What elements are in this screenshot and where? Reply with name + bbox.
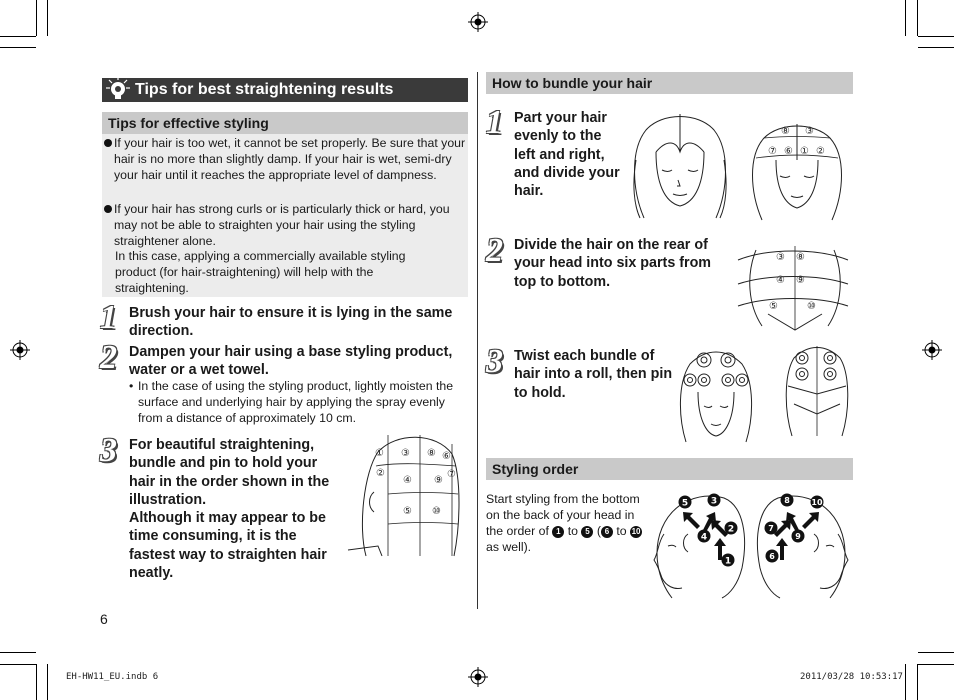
step-text: Dampen your hair using a base styling product, water or a wet towel. [129, 344, 453, 379]
step-text-2: Although it may appear to be time consuming, it is the fastest way to straighten hair neatly. [129, 510, 327, 581]
diagram-label: ⑩ [432, 506, 441, 517]
styling-order-right-head [754, 490, 850, 600]
tips-lightbulb-icon [104, 74, 132, 102]
step-text: Brush your hair to ensure it is lying in the same direction. [129, 305, 453, 340]
diagram-label: ⑨ [434, 475, 443, 486]
order-badge: 9 [795, 532, 801, 541]
tip-followup: In this case, applying a commercially available styling product (for hair-straightening) will help with the straightening. [115, 249, 406, 295]
step-text: Twist each bundle of hair into a roll, then pin to hold. [514, 348, 673, 401]
diagram-label: ③ [805, 126, 814, 137]
registration-mark-left [10, 340, 30, 360]
diagram-label: ② [816, 146, 825, 157]
diagram-label: ④ [776, 275, 785, 286]
column-divider [477, 72, 478, 609]
order-badge: 1 [552, 526, 564, 538]
step-text: Divide the hair on the rear of your head into six parts from top to bottom. [514, 237, 712, 290]
pinned-rolls-front-illustration [676, 346, 756, 446]
step-text: Part your hair evenly to the left and right, and divide your hair. [514, 110, 620, 200]
order-badge: 6 [601, 526, 613, 538]
head-sections-diagram [348, 432, 463, 560]
face-parting-illustration [626, 110, 734, 222]
order-badge: 8 [784, 496, 790, 505]
page-number: 6 [100, 611, 108, 627]
diagram-label: ⑩ [807, 301, 816, 312]
order-badge: 7 [768, 524, 774, 533]
diagram-label: ⑦ [768, 146, 777, 157]
diagram-label: ④ [403, 475, 412, 486]
step-number: 1 [100, 299, 117, 336]
step-number: 1 [486, 104, 503, 141]
diagram-label: ⑧ [781, 126, 790, 137]
diagram-label: ⑥ [784, 146, 793, 157]
registration-mark-right [922, 340, 942, 360]
section-title-bar [102, 78, 468, 102]
pinned-rolls-back-illustration [784, 344, 850, 440]
diagram-label: ③ [401, 448, 410, 459]
step-number: 2 [100, 339, 117, 376]
order-badge: 10 [811, 498, 823, 507]
bullet-dot-icon [104, 205, 112, 213]
diagram-label: ① [375, 448, 384, 459]
subheader-tips: Tips for effective styling [102, 112, 468, 134]
subheader-bundle: How to bundle your hair [486, 72, 853, 94]
order-badge: 1 [724, 556, 732, 567]
order-badge: 5 [581, 526, 593, 538]
diagram-label: ⑧ [796, 252, 805, 263]
order-badge: 10 [631, 527, 641, 536]
diagram-label: ⑥ [442, 451, 451, 462]
diagram-label: ① [800, 146, 809, 157]
order-badge: 2 [727, 524, 735, 535]
order-badge: 3 [710, 496, 718, 507]
diagram-label: ⑤ [769, 301, 778, 312]
footer-date: 2011/03/28 10:53:17 [800, 672, 903, 682]
step-text: For beautiful straightening, bundle and pin to hold your hair in the order shown in the illustration. [129, 437, 330, 508]
styling-order-text: Start styling from the bottom on the back of your head in the order of 1 to 5 ( 6 to 10 as well). [486, 492, 641, 554]
registration-mark-top [468, 12, 488, 32]
diagram-label: ⑧ [427, 448, 436, 459]
step-number: 2 [486, 232, 503, 269]
diagram-label: ⑨ [796, 275, 805, 286]
registration-mark-bottom [468, 667, 488, 687]
diagram-label: ⑦ [447, 469, 456, 480]
diagram-label: ③ [776, 252, 785, 263]
order-badge: 4 [700, 532, 708, 543]
section-title: Tips for best straightening results [135, 81, 394, 98]
footer-file: EH-HW11_EU.indb 6 [66, 672, 159, 682]
styling-order-left-head [652, 490, 748, 600]
diagram-label: ② [376, 468, 385, 479]
rear-sections-illustration [738, 240, 852, 330]
step-number: 3 [486, 343, 503, 380]
bullet-dot-icon [104, 139, 112, 147]
diagram-label: ⑤ [403, 506, 412, 517]
order-badge: 6 [769, 552, 775, 561]
order-badge: 5 [681, 498, 689, 509]
subheader-styling-order: Styling order [486, 458, 853, 480]
step-number: 3 [100, 432, 117, 469]
face-sections-illustration [744, 120, 850, 224]
